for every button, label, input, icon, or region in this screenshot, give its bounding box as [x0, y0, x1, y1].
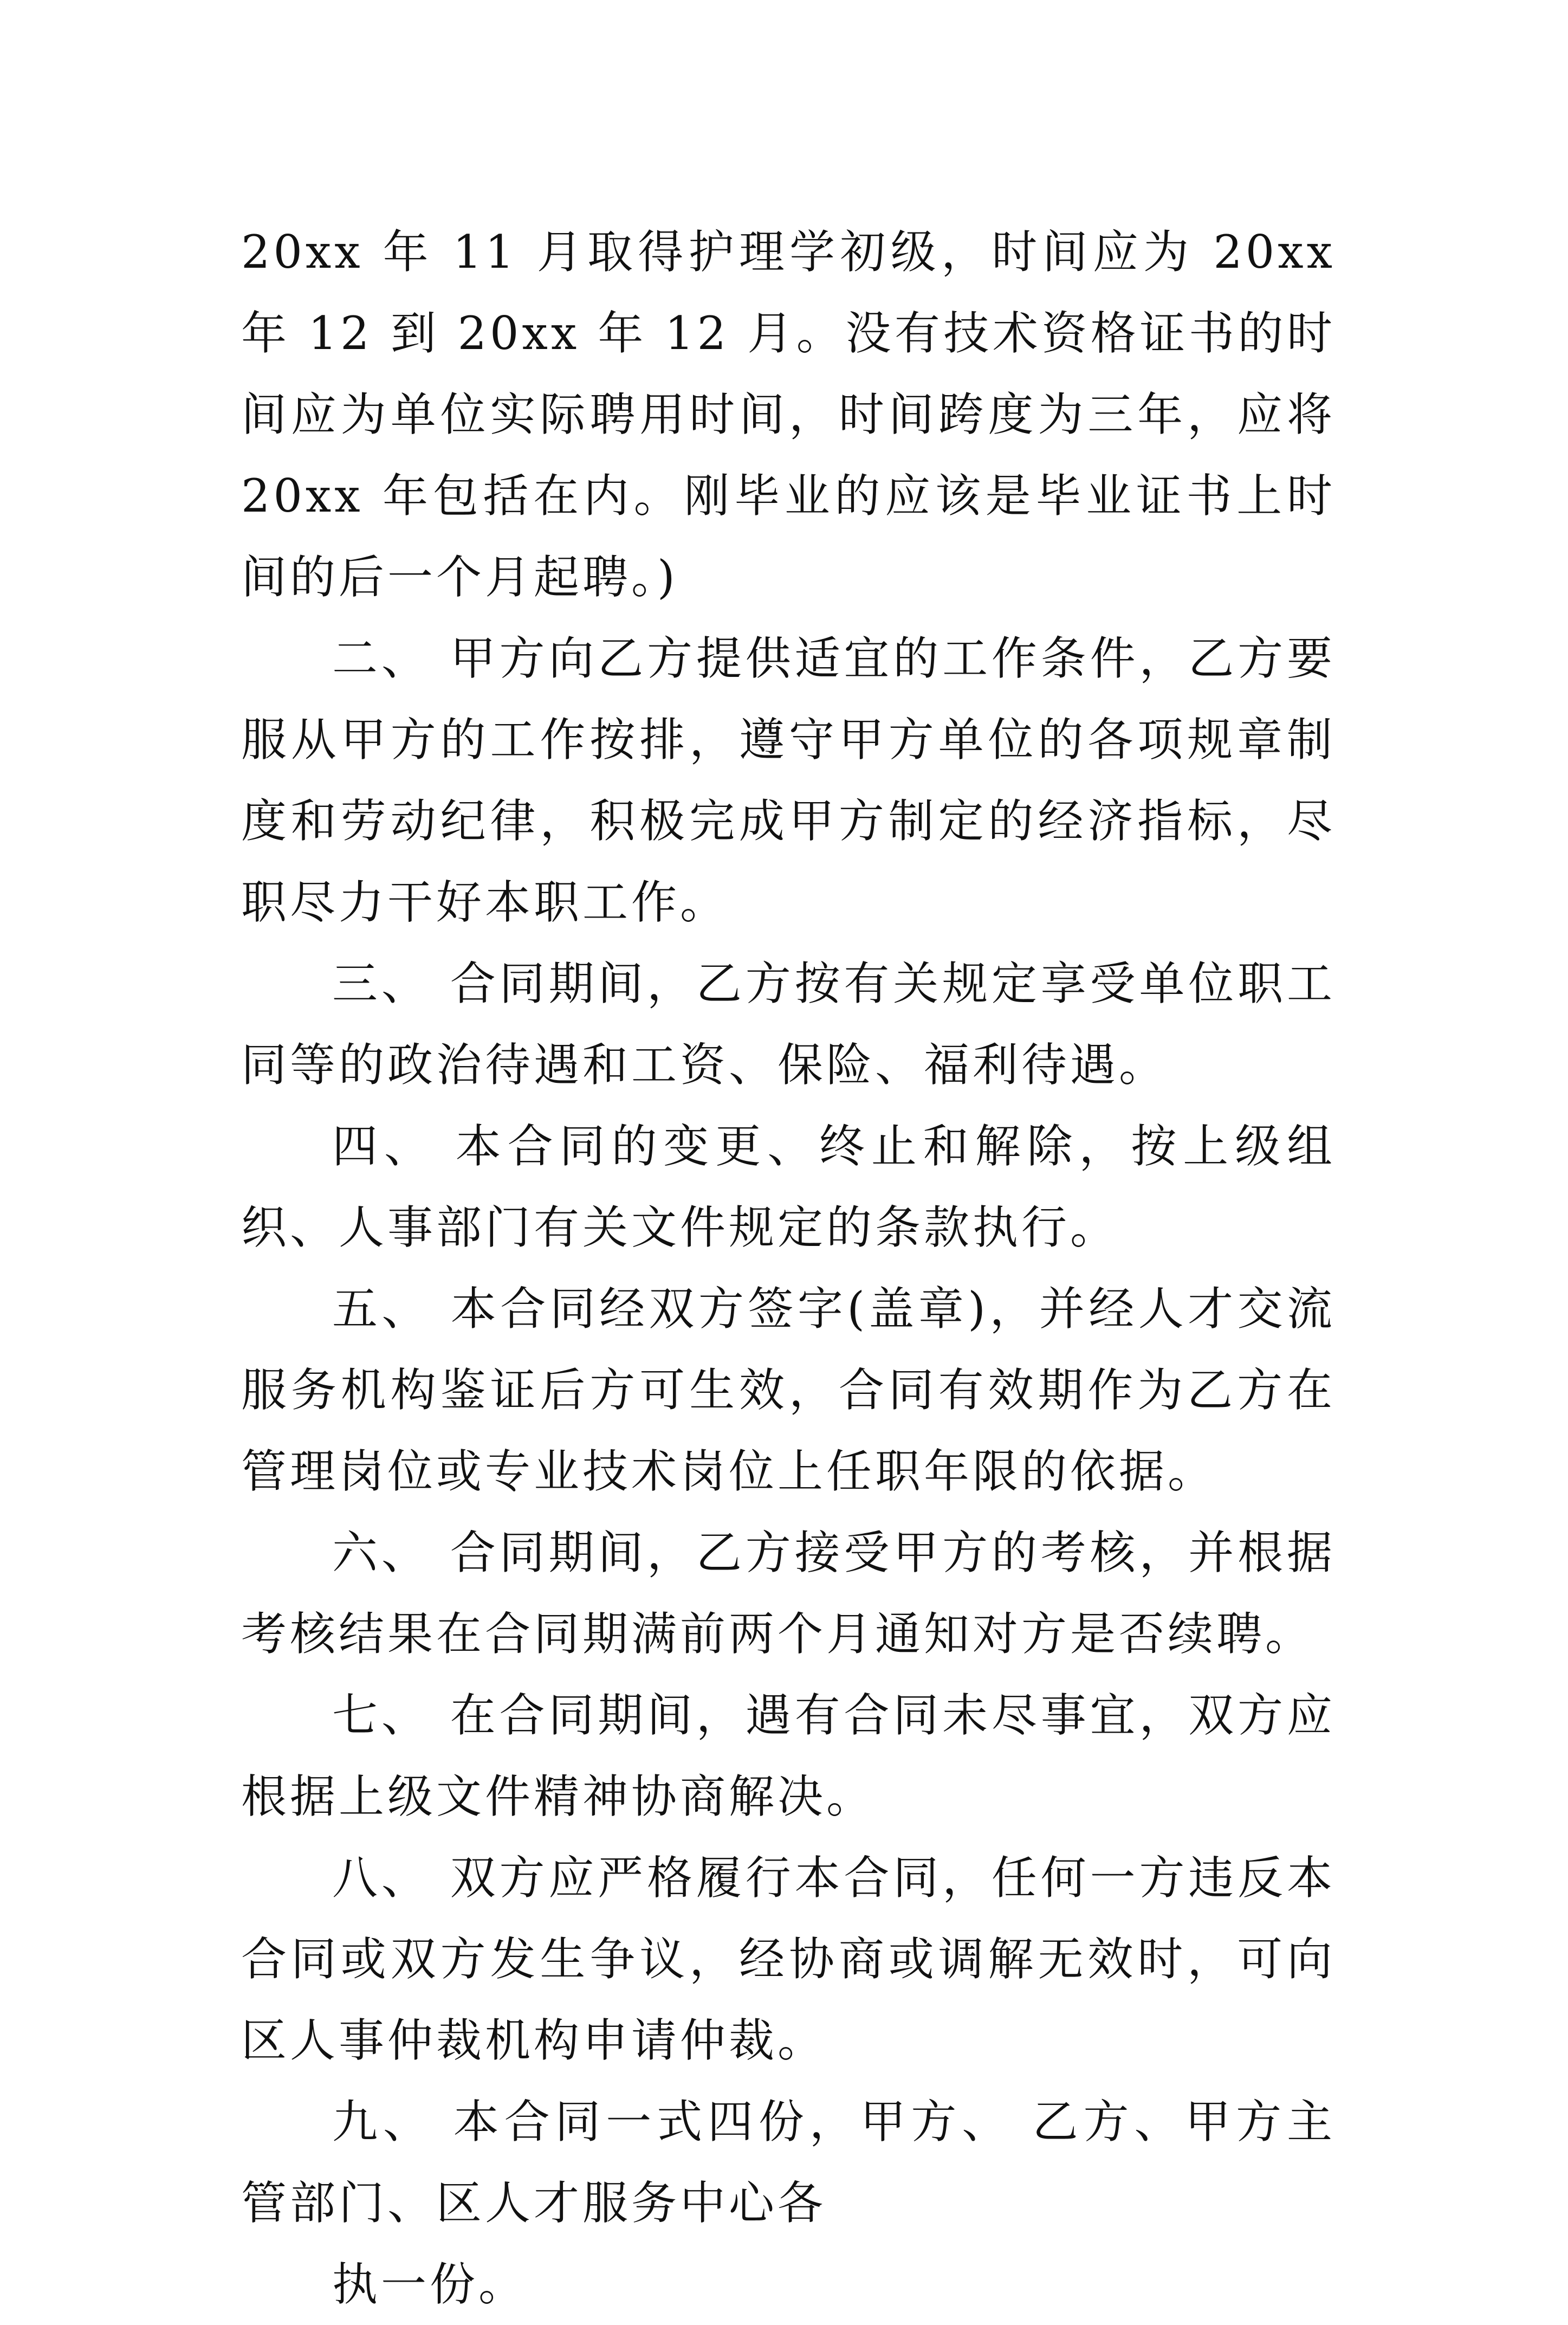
clause-number: 九、	[332, 2095, 434, 2148]
clause-2	[241, 618, 1336, 943]
intro-paragraph: 20xx 年 11 月取得护理学初级，时间应为 20xx 年 12 到 20xx 年 12 月。没有技术资格证书的时间应为单位实际聘用时间，时间跨度为三年，应将 20xx 年包括在内。刚毕业的应该是毕业证书上时间的后一个月起聘。)	[241, 225, 1336, 604]
clause-text: 双方应严格履行本合同，任何一方违反本合同或双方发生争议，经协商或调解无效时，可向区人事仲裁机构申请仲裁。	[241, 1851, 1336, 2067]
clause-text: 合同期间，乙方接受甲方的考核，并根据考核结果在合同期满前两个月通知对方是否续聘。	[241, 1526, 1336, 1661]
clause-number: 二、	[332, 632, 431, 685]
clause-9	[241, 2081, 1336, 2244]
clause-4	[241, 1106, 1336, 1268]
clause-number: 六、	[332, 1526, 431, 1579]
clause-6	[241, 1512, 1336, 1675]
clause-text: 本合同经双方签字(盖章)，并经人才交流服务机构鉴证后方可生效，合同有效期作为乙方在管理岗位或专业技术岗位上任职年限的依据。	[241, 1282, 1336, 1498]
clause-number: 八、	[332, 1851, 431, 1904]
clause-text: 在合同期间，遇有合同未尽事宜，双方应根据上级文件精神协商解决。	[241, 1689, 1336, 1823]
clause-text: 合同期间，乙方按有关规定享受单位职工同等的政治待遇和工资、保险、福利待遇。	[241, 957, 1336, 1092]
clause-number: 七、	[332, 1689, 431, 1742]
clause-3	[241, 943, 1336, 1106]
clause-number: 五、	[332, 1282, 431, 1335]
clause-text: 本合同的变更、终止和解除，按上级组织、人事部门有关文件规定的条款执行。	[241, 1120, 1336, 1254]
clause-7	[241, 1675, 1336, 1837]
clause-5	[241, 1268, 1336, 1512]
clause-number: 三、	[332, 957, 431, 1010]
clause-text: 甲方向乙方提供适宜的工作条件，乙方要服从甲方的工作按排，遵守甲方单位的各项规章制度和劳动纪律，积极完成甲方制定的经济指标，尽职尽力干好本职工作。	[241, 632, 1336, 929]
clause-number: 四、	[332, 1120, 436, 1173]
contract-body	[241, 211, 1336, 2325]
clause-8	[241, 1837, 1336, 2081]
clause-text: 本合同一式四份，甲方、 乙方、甲方主管部门、区人才服务中心各	[241, 2095, 1336, 2230]
closing-line: 执一份。	[332, 2258, 528, 2311]
